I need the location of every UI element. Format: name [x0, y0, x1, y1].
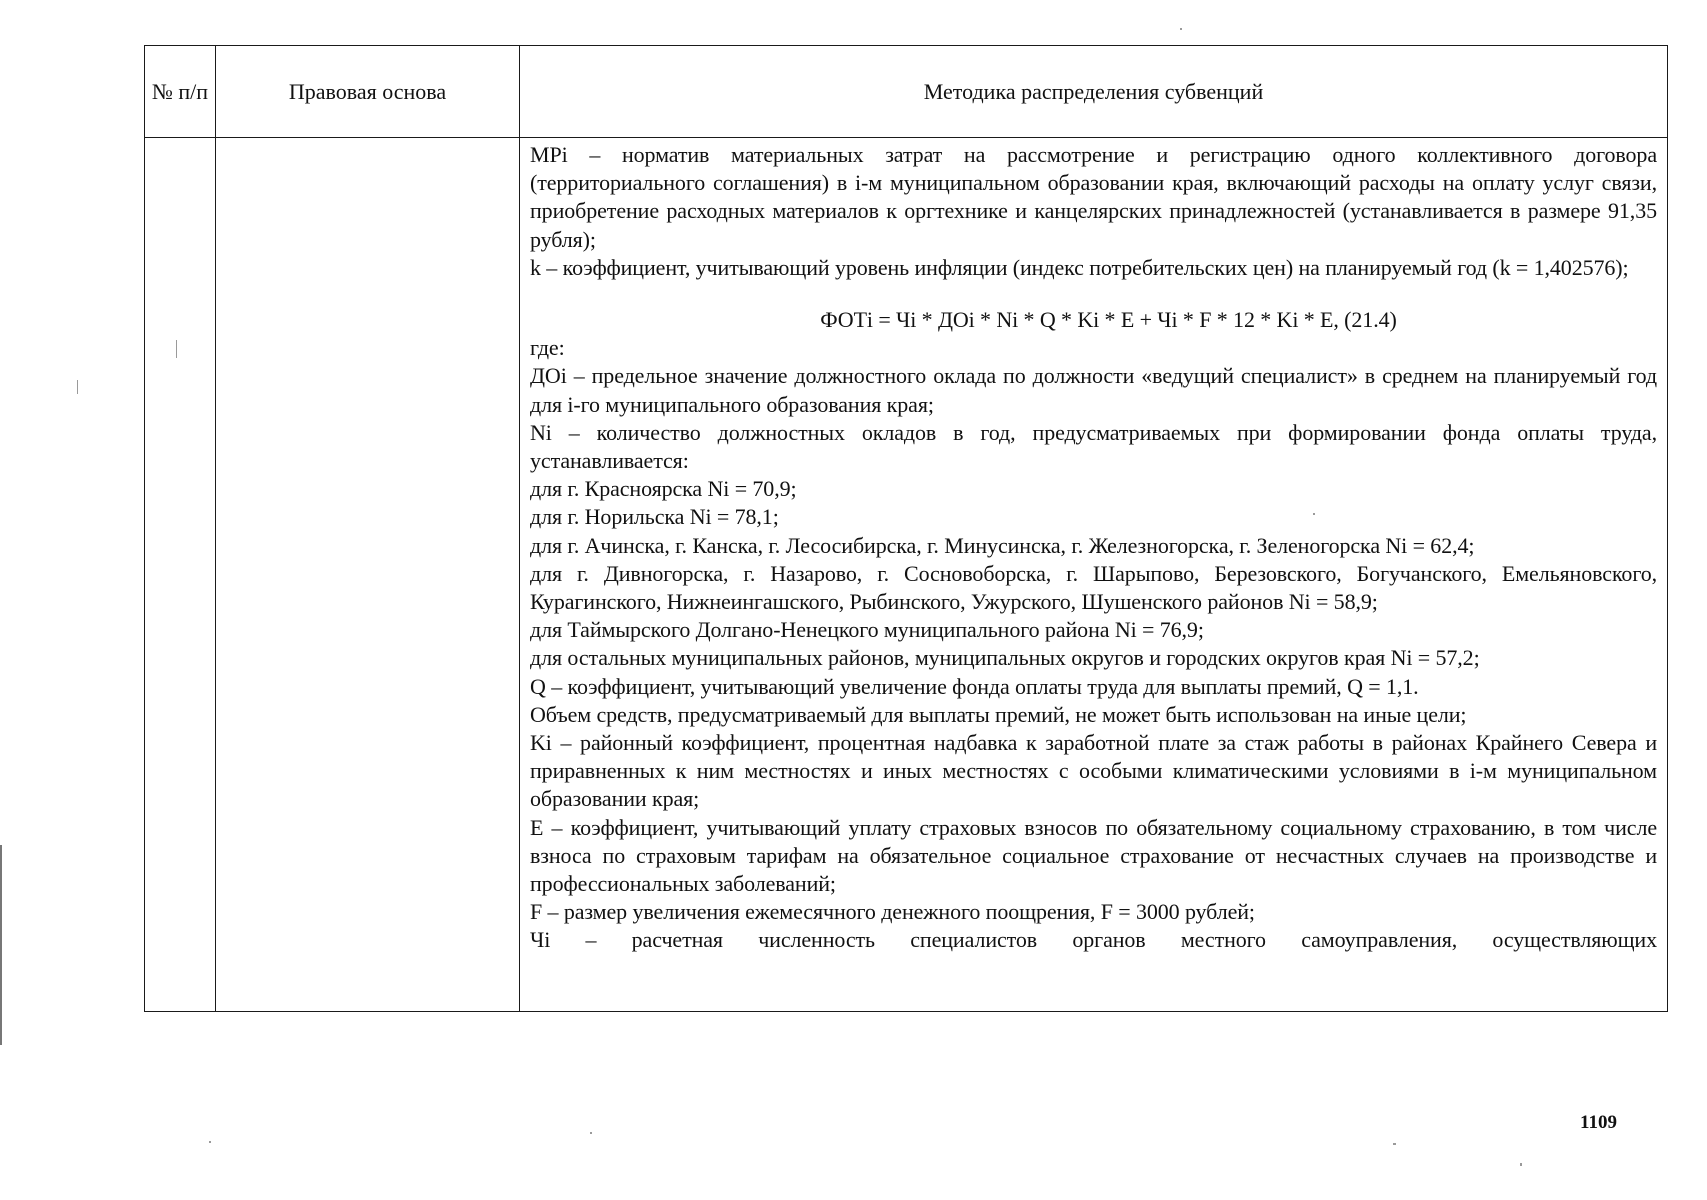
table-row [145, 138, 1668, 1012]
paragraph-doi-definition: ДОi – предельное значение должностного оклада по должности «ведущий специалист» в среднем на планируемый год для i-го муниципального образования края; [530, 363, 1657, 417]
page-number: 1109 [1580, 1112, 1617, 1133]
paragraph-ni-norilsk: для г. Норильска Ni = 78,1; [530, 504, 779, 530]
paragraph-q-definition: Q – коэффициент, учитывающий увеличение фонда оплаты труда для выплаты премий, Q = 1,1. [530, 673, 1419, 699]
cell-methodology [520, 138, 1668, 1012]
scan-edge-mark [0, 845, 2, 1045]
cell-legal-basis [216, 138, 520, 1012]
scan-speck [1393, 1143, 1396, 1145]
scan-speck [1313, 513, 1315, 515]
scan-speck [590, 1132, 592, 1134]
header-number: № п/п [145, 46, 216, 138]
paragraph-where: где: [530, 335, 565, 361]
paragraph-ni-group-2: для г. Дивногорска, г. Назарово, г. Сосновоборска, г. Шарыпово, Березовского, Богучанского, Емельяновского, Курагинского, Нижнеингашского, Рыбинского, Ужурского, Шушенского районов Ni = 58,9; [530, 560, 1657, 615]
scan-speck [1520, 1163, 1522, 1166]
table-header-row [145, 46, 1668, 138]
paragraph-e-definition: E – коэффициент, учитывающий уплату страховых взносов по обязательному социальному страхованию, в том числе взноса по страховым тарифам на обязательное социальное страхование от несчастных случаев на производстве и профессиональных заболеваний; [530, 814, 1657, 897]
paragraph-k-definition: k – коэффициент, учитывающий уровень инфляции (индекс потребительских цен) на планируемый год (k = 1,402576); [530, 254, 1629, 280]
header-methodology: Методика распределения субвенций [520, 46, 1668, 138]
paragraph-bonus-funds: Объем средств, предусматриваемый для выплаты премий, не может быть использован на иные цели; [530, 701, 1467, 727]
cell-number [145, 138, 216, 1012]
paragraph-mpi-definition: MPi – норматив материальных затрат на рассмотрение и регистрацию одного коллективного договора (территориального соглашения) в i-м муниципальном образовании края, включающий расходы на оплату услуг связи, приобретение расходных материалов к оргтехнике и канцелярских принадлежностей (устанавливается в размере 91,35 рубля); [530, 142, 1657, 252]
paragraph-ni-others: для остальных муниципальных районов, муниципальных округов и городских округов края Ni = 57,2; [530, 645, 1480, 671]
paragraph-chi-definition: Чi – расчетная численность специалистов органов местного самоуправления, осуществляющих [530, 927, 1657, 953]
paragraph-ni-definition: Ni – количество должностных окладов в год, предусматриваемых при формировании фонда оплаты труда, устанавливается: [530, 419, 1657, 474]
paragraph-ni-taimyr: для Таймырского Долгано-Ненецкого муниципального района Ni = 76,9; [530, 617, 1204, 643]
subventions-table [144, 45, 1668, 1012]
scan-speck [1180, 28, 1182, 30]
formula-21-4: ФОТi = Чi * ДОi * Ni * Q * Ki * E + Чi * F * 12 * Ki * E, (21.4) [820, 307, 1397, 333]
paragraph-ni-group-1: для г. Ачинска, г. Канска, г. Лесосибирска, г. Минусинска, г. Железногорска, г. Зеленогорска Ni = 62,4; [530, 532, 1475, 558]
paragraph-ni-krasnoyarsk: для г. Красноярска Ni = 70,9; [530, 476, 797, 502]
methodology-text [520, 138, 1667, 955]
scan-speck [209, 1141, 211, 1143]
header-legal-basis: Правовая основа [216, 46, 520, 138]
scan-speck [77, 380, 78, 394]
paragraph-f-definition: F – размер увеличения ежемесячного денежного поощрения, F = 3000 рублей; [530, 899, 1255, 925]
scan-speck [176, 340, 177, 358]
spacer [530, 282, 1657, 306]
paragraph-ki-definition: Ki – районный коэффициент, процентная надбавка к заработной плате за стаж работы в районах Крайнего Севера и приравненных к ним местностях и иных местностях с особыми климатическими условиями в i-м муниципальном образовании края; [530, 730, 1657, 812]
